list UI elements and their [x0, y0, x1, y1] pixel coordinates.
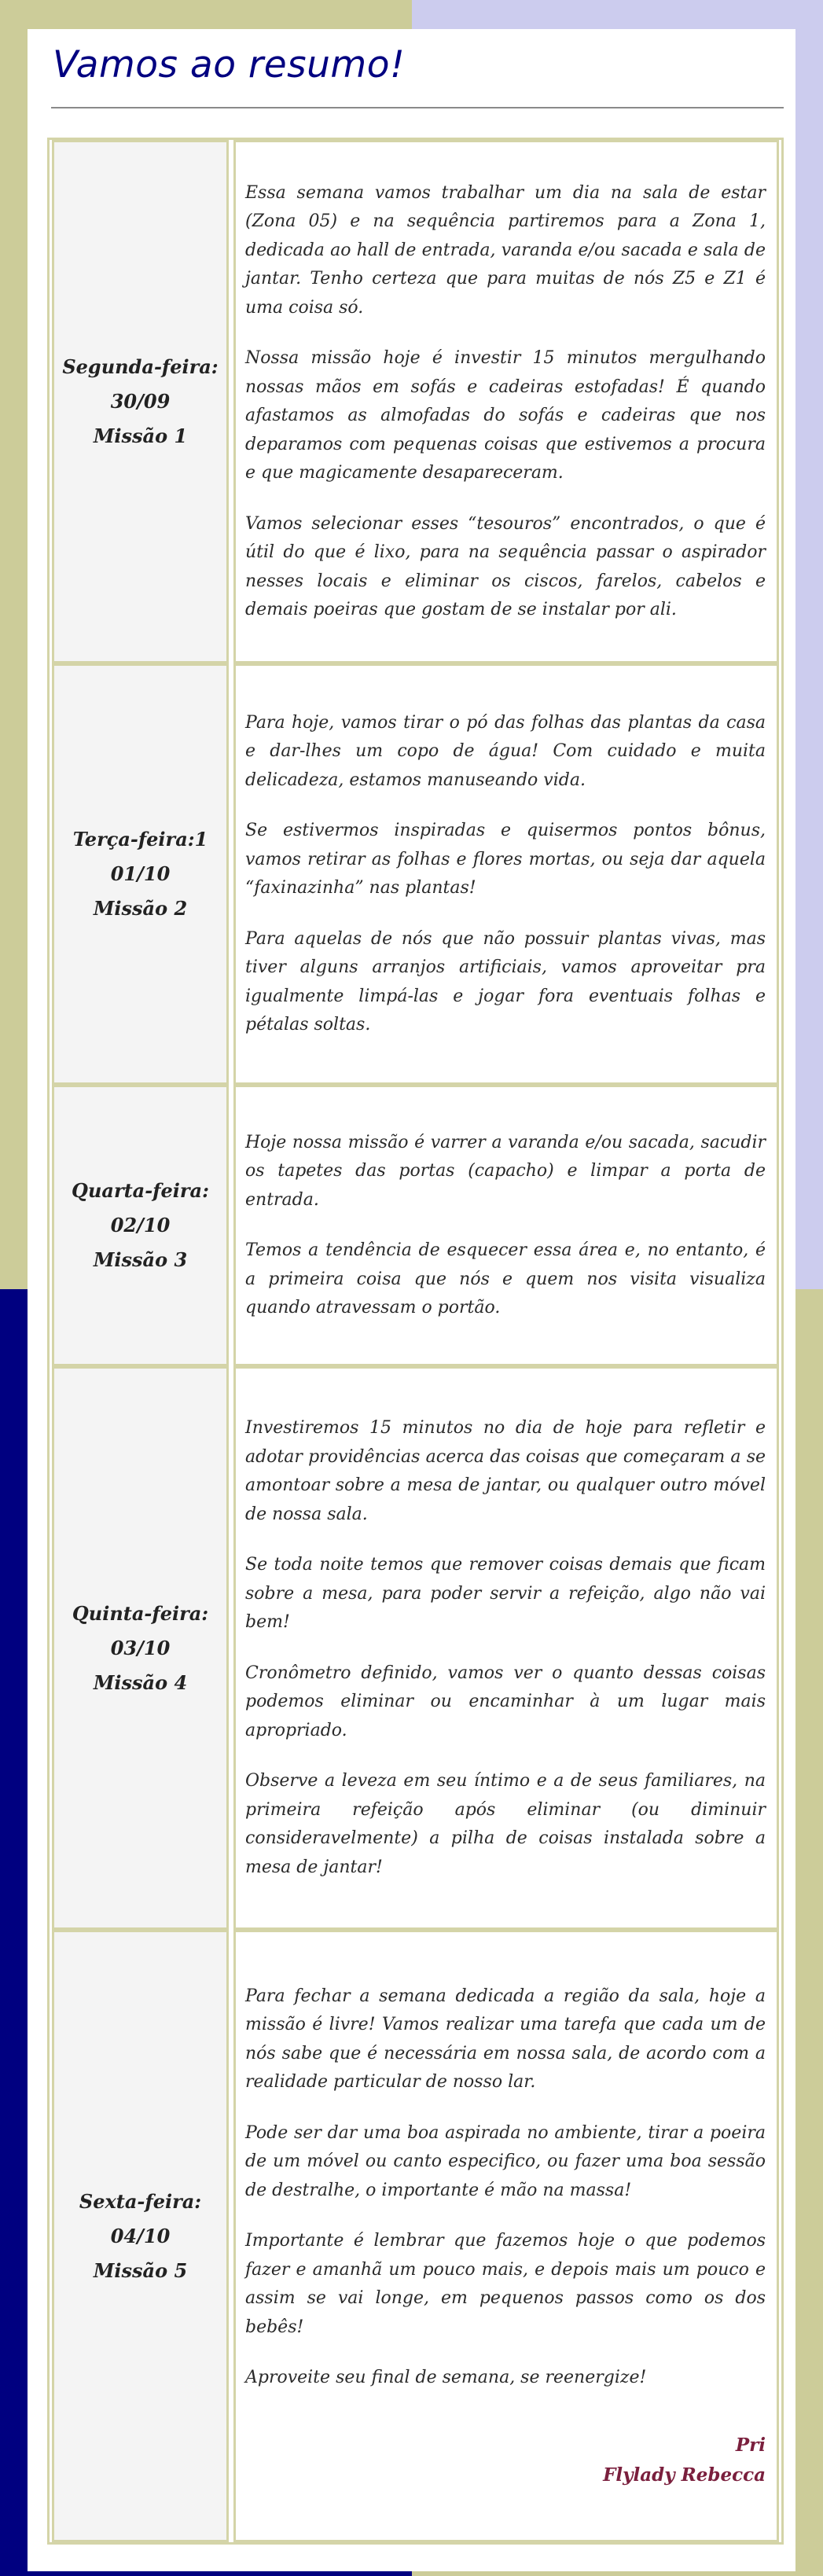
date-label: 01/10	[110, 862, 171, 885]
signature-name: Pri	[735, 2434, 766, 2456]
day-cell-1	[52, 140, 229, 663]
mission-row-4	[52, 1366, 779, 1930]
date-label: 02/10	[110, 1214, 171, 1237]
text-cell-3	[233, 1085, 779, 1366]
text-cell-4	[233, 1366, 779, 1930]
paragraph: Essa semana vamos trabalhar um dia na sala de estar (Zona 05) e na sequência partiremos para a Zona 1, dedicada ao hall de entrada, varanda e/ou sacada e sala de jantar. Tenho certeza que para muitas de nós Z5 e Z1 é uma coisa só.	[245, 182, 766, 318]
paragraph: Vamos selecionar esses “tesouros” encontrados, o que é útil do que é lixo, para na sequência passar o aspirador nesses locais e eliminar os ciscos, farelos, cabelos e demais poeiras que gostam de se instalar por ali.	[245, 513, 766, 619]
paragraph: Aproveite seu final de semana, se reenergize!	[245, 2368, 647, 2387]
paragraph: Se toda noite temos que remover coisas demais que ficam sobre a mesa, para poder servir a refeição, algo não vai bem!	[245, 1555, 766, 1632]
day-label: Sexta-feira:	[79, 2189, 202, 2213]
day-label: Segunda-feira:	[62, 355, 219, 378]
paragraph: Importante é lembrar que fazemos hoje o que podemos fazer e amanhã um pouco mais, e depois mais um pouco e assim se vai longe, em pequenos passos como os dos bebês!	[245, 2231, 766, 2337]
day-cell-4	[52, 1366, 229, 1930]
text-cell-5	[233, 1930, 779, 2542]
paragraph: Para aquelas de nós que não possuir plantas vivas, mas tiver alguns arranjos artificiais, vamos aproveitar pra igualmente limpá-las e jogar fora eventuais folhas e pétalas soltas.	[245, 928, 766, 1034]
mission-table	[47, 138, 784, 2545]
page-title: Vamos ao resumo!	[53, 43, 406, 86]
date-label: 04/10	[110, 2224, 171, 2247]
mission-row-1	[52, 140, 779, 663]
signature-org: Flylady Rebecca	[603, 2464, 766, 2486]
date-label: 03/10	[110, 1636, 171, 1659]
day-label: Quinta-feira:	[72, 1601, 209, 1625]
mission-label: Missão 3	[93, 1248, 188, 1271]
mission-label: Missão 4	[93, 1670, 188, 1694]
text-cell-1	[233, 140, 779, 663]
day-cell-2	[52, 663, 229, 1085]
mission-row-2	[52, 663, 779, 1085]
paragraph: Nossa missão hoje é investir 15 minutos mergulhando nossas mãos em sofás e cadeiras estofadas! É quando afastamos as almofadas do sofás e cadeiras que nos deparamos com pequenas coisas que estivemos a procura e que magicamente desapareceram.	[245, 348, 766, 483]
mission-row-3	[52, 1085, 779, 1366]
mission-label: Missão 2	[93, 897, 188, 920]
signature	[245, 2431, 766, 2490]
title-divider	[51, 107, 784, 108]
day-cell-3	[52, 1085, 229, 1366]
paragraph: Investiremos 15 minutos no dia de hoje para refletir e adotar providências acerca das coisas que começaram a se amontoar sobre a mesa de jantar, ou qualquer outro móvel de nossa sala.	[245, 1418, 766, 1524]
mission-label: Missão 1	[93, 424, 188, 447]
paragraph: Observe a leveza em seu íntimo e a de seus familiares, na primeira refeição após eliminar (ou diminuir consideravelmente) a pilha de coisas instalada sobre a mesa de jantar!	[245, 1771, 766, 1877]
date-label: 30/09	[110, 390, 171, 413]
paragraph: Pode ser dar uma boa aspirada no ambiente, tirar a poeira de um móvel ou canto especifico, ou fazer uma boa sessão de destralhe, o importante é mão na massa!	[245, 2122, 766, 2200]
paragraph: Cronômetro definido, vamos ver o quanto dessas coisas podemos eliminar ou encaminhar à um lugar mais apropriado.	[245, 1663, 766, 1740]
paragraph: Para fechar a semana dedicada a região da sala, hoje a missão é livre! Vamos realizar uma tarefa que cada um de nós sabe que é necessária em nossa sala, de acordo com a realidade particular de nosso lar.	[245, 1986, 766, 2092]
document-page	[28, 29, 795, 2571]
paragraph: Se estivermos inspiradas e quisermos pontos bônus, vamos retirar as folhas e flores mortas, ou seja dar aquela “faxinazinha” nas plantas!	[245, 821, 766, 898]
day-label: Terça-feira:1	[72, 828, 208, 851]
day-cell-5	[52, 1930, 229, 2542]
day-label: Quarta-feira:	[72, 1179, 209, 1202]
paragraph: Temos a tendência de esquecer essa área e, no entanto, é a primeira coisa que nós e quem nos visita visualiza quando atravessam o portão.	[245, 1240, 766, 1317]
paragraph: Hoje nossa missão é varrer a varanda e/ou sacada, sacudir os tapetes das portas (capacho) e limpar a porta de entrada.	[245, 1132, 766, 1210]
text-cell-2	[233, 663, 779, 1085]
mission-row-5	[52, 1930, 779, 2542]
mission-label: Missão 5	[93, 2258, 188, 2282]
paragraph: Para hoje, vamos tirar o pó das folhas das plantas da casa e dar-lhes um copo de água! Com cuidado e muita delicadeza, estamos manuseando vida.	[245, 712, 766, 790]
